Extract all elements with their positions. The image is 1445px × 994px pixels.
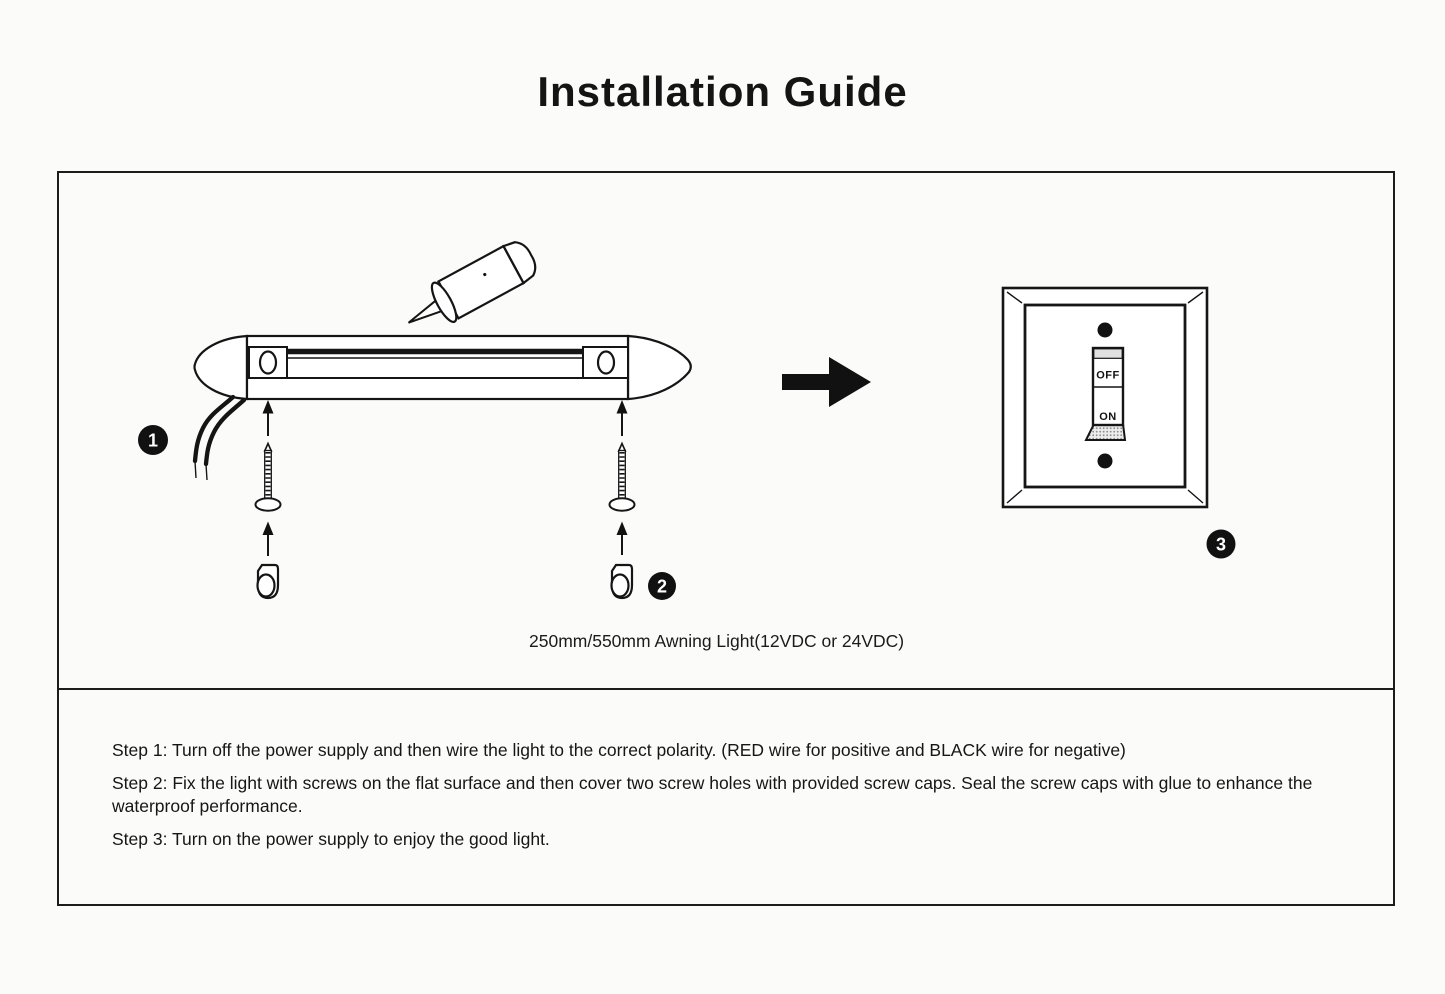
step-2-text: Step 2: Fix the light with screws on the flat surface and then cover two screw holes with provided screw caps. Seal the screw caps with glue to enhance the waterproof performance. <box>112 773 1313 816</box>
screw-cap-right <box>612 565 633 598</box>
mounting-screw-left <box>256 444 281 511</box>
switch-off-label: OFF <box>1096 369 1120 382</box>
screw-cap-left <box>258 565 279 598</box>
step-marker-2 <box>648 572 676 600</box>
svg-text:1: 1 <box>147 430 159 451</box>
up-arrow-icon <box>617 522 628 556</box>
glue-tube-icon <box>398 236 542 342</box>
step-marker-3 <box>1207 530 1236 559</box>
page-title: Installation Guide <box>537 68 908 115</box>
up-arrow-icon <box>263 522 274 557</box>
plate-screw-top <box>1098 323 1113 338</box>
light-switch-illustration <box>1003 288 1207 507</box>
svg-text:2: 2 <box>656 576 668 597</box>
toggle-switch <box>1086 348 1125 440</box>
right-arrow-icon <box>782 357 871 407</box>
step-1-text: Step 1: Turn off the power supply and then wire the light to the correct polarity. (RED wire for positive and BLACK wire for negative) <box>112 740 1126 760</box>
wire-leads <box>195 397 244 480</box>
mounting-screw-right <box>610 444 635 511</box>
step-3-text: Step 3: Turn on the power supply to enjoy the good light. <box>112 829 550 849</box>
svg-text:3: 3 <box>1215 534 1227 555</box>
plate-screw-bottom <box>1098 454 1113 469</box>
up-arrow-icon <box>617 400 628 436</box>
awning-light-illustration <box>195 336 691 399</box>
product-caption: 250mm/550mm Awning Light(12VDC or 24VDC) <box>529 631 905 651</box>
up-arrow-icon <box>263 400 274 436</box>
switch-on-label: ON <box>1099 411 1117 423</box>
step-marker-1 <box>138 425 168 455</box>
